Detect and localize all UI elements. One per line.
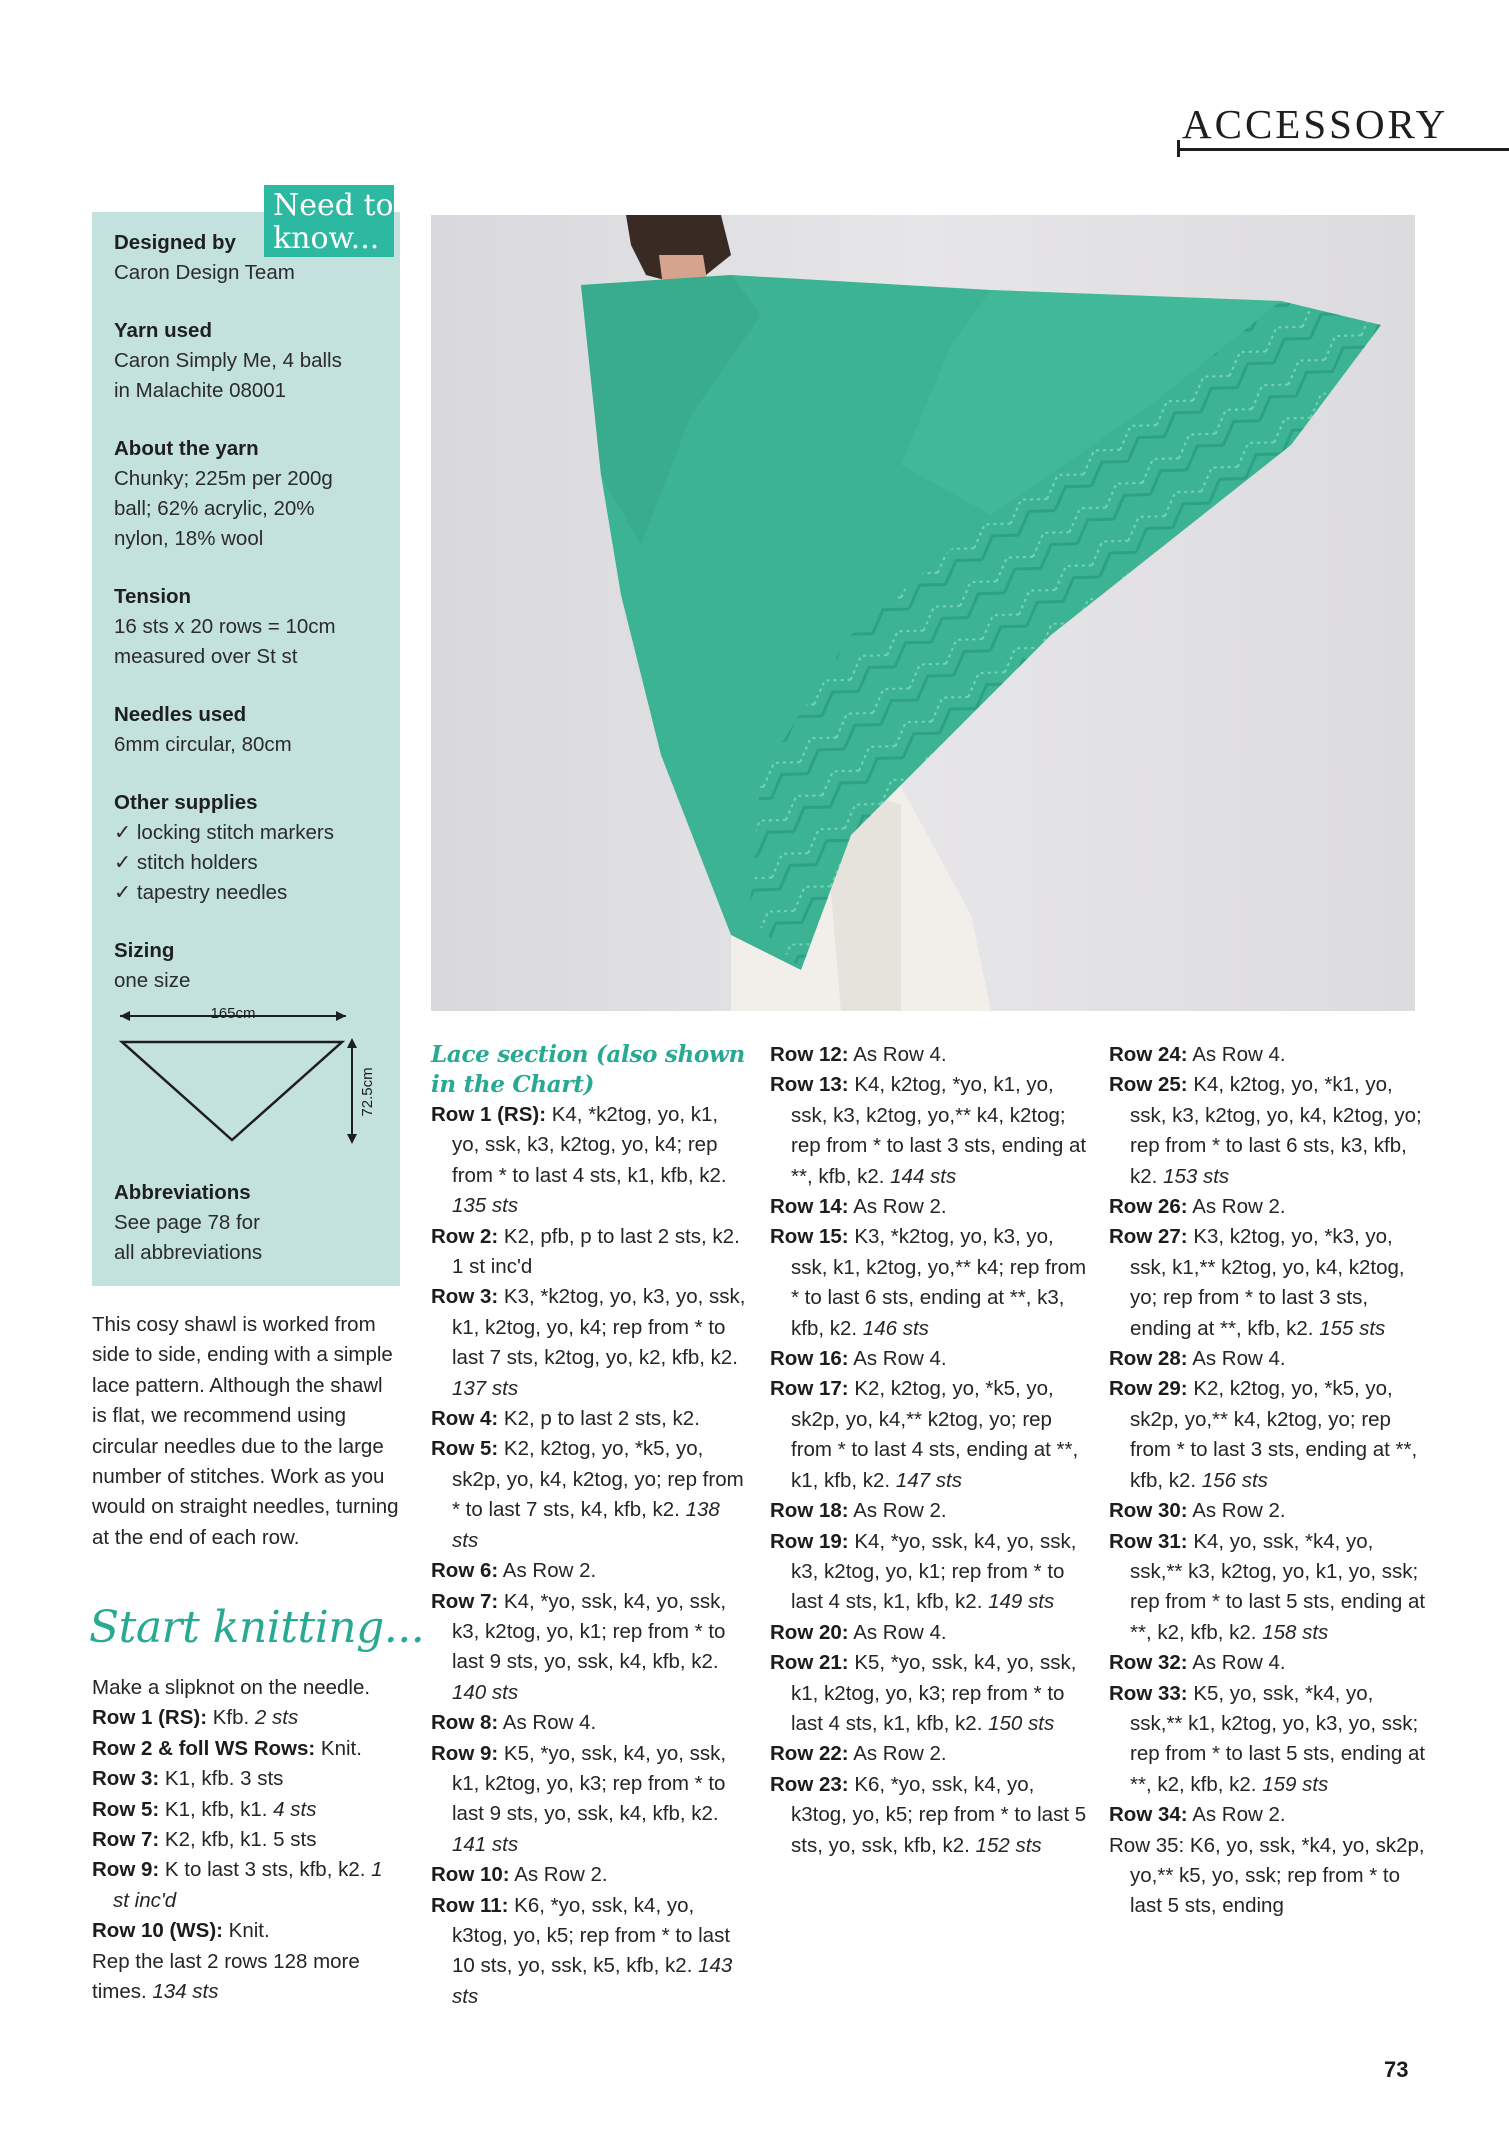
instruction-row: Row 26: As Row 2. — [1109, 1195, 1286, 1219]
checklist-item: ✓ locking stitch markers — [114, 821, 334, 844]
arrowhead-left-icon — [120, 1011, 130, 1021]
instruction-row: Row 13: K4, k2tog, *yo, k1, yo, ssk, k3, k2tog, yo,** k4, k2tog; rep from * to last 3 sts, ending at **, kfb, k2. 144 sts — [770, 1073, 1087, 1188]
about-yarn-block — [114, 434, 384, 554]
info-label: About the yarn — [114, 437, 259, 460]
info-label: Other supplies — [114, 791, 258, 814]
info-line: Caron Design Team — [114, 261, 295, 284]
start-rows-column — [92, 1673, 400, 2007]
info-line: all abbreviations — [114, 1241, 263, 1264]
info-line: one size — [114, 969, 191, 992]
badge-line-2: know... — [273, 221, 380, 256]
info-label: Yarn used — [114, 319, 212, 342]
instruction-row: Row 1 (RS): K4, *k2tog, yo, k1, yo, ssk, k3, k2tog, yo, k4; rep from * to last 4 sts, k1, kfb, k2. 135 sts — [431, 1103, 727, 1218]
instruction-row: Row 8: As Row 4. — [431, 1711, 597, 1735]
instruction-row: Row 9: K5, *yo, ssk, k4, yo, ssk, k1, k2tog, yo, k3; rep from * to last 9 sts, yo, ssk, k4, kfb, k2. 141 sts — [431, 1741, 727, 1856]
instruction-row: Row 24: As Row 4. — [1109, 1043, 1286, 1066]
lace-section-heading — [431, 1040, 751, 1100]
instruction-row: Row 15: K3, *k2tog, yo, k3, yo, ssk, k1, k2tog, yo,** k4; rep from * to last 6 sts, ending at **, k3, kfb, k2. 146 sts — [770, 1225, 1087, 1340]
instruction-row: Row 12: As Row 4. — [770, 1043, 947, 1066]
instruction-row: Row 14: As Row 2. — [770, 1195, 947, 1219]
info-line: 6mm circular, 80cm — [114, 733, 292, 756]
instruction-row: Row 3: K1, kfb. 3 sts — [92, 1767, 284, 1791]
info-line: measured over St st — [114, 645, 298, 668]
info-line: Caron Simply Me, 4 balls — [114, 349, 342, 372]
instruction-row: Row 5: K1, kfb, k1. 4 sts — [92, 1797, 317, 1821]
instruction-row: Row 17: K2, k2tog, yo, *k5, yo, sk2p, yo, k4,** k2tog, yo; rep from * to last 4 sts, ending at **, k1, kfb, k2. 147 sts — [770, 1377, 1079, 1492]
width-label: 165cm — [210, 1005, 256, 1022]
instruction-row: Row 9: K to last 3 sts, kfb, k2. 1 st inc'd — [92, 1858, 383, 1912]
sizing-block — [114, 936, 384, 996]
start-knitting-heading: Start knitting... — [89, 1602, 425, 1653]
info-line: Chunky; 225m per 200g — [114, 467, 333, 490]
info-label: Tension — [114, 585, 192, 608]
other-supplies-block — [114, 788, 384, 908]
info-line: See page 78 for — [114, 1211, 260, 1234]
info-line: ball; 62% acrylic, 20% — [114, 497, 315, 520]
header-rule-tick — [1177, 140, 1180, 157]
instruction-row: Row 20: As Row 4. — [770, 1620, 947, 1644]
shawl-size-diagram — [110, 1000, 390, 1160]
info-label: Abbreviations — [114, 1181, 251, 1204]
instruction-row: Row 5: K2, k2tog, yo, *k5, yo, sk2p, yo, k4, k2tog, yo; rep from * to last 7 sts, k4, kfb, k2. 138 sts — [431, 1437, 744, 1552]
abbreviations-block — [114, 1178, 384, 1268]
instruction-row: Row 4: K2, p to last 2 sts, k2. — [431, 1407, 700, 1431]
instruction-row: Row 16: As Row 4. — [770, 1347, 947, 1371]
instruction-row: Row 10: As Row 2. — [431, 1863, 608, 1887]
height-label: 72.5cm — [359, 1067, 376, 1117]
info-label: Needles used — [114, 703, 247, 726]
instruction-row: Row 28: As Row 4. — [1109, 1347, 1286, 1371]
arrowhead-down-icon — [347, 1134, 357, 1144]
instruction-row: Row 18: As Row 2. — [770, 1499, 947, 1523]
section-label: ACCESSORY — [1182, 101, 1449, 147]
instruction-row: Row 3: K3, *k2tog, yo, k3, yo, ssk, k1, k2tog, yo, k4; rep from * to last 7 sts, k2tog, yo, k2, kfb, k2. 137 sts — [431, 1285, 746, 1400]
lace-heading-line-1: Lace section (also shown — [431, 1041, 745, 1068]
checklist-item: ✓ stitch holders — [114, 851, 258, 874]
instruction-row: Rep the last 2 rows 128 more times. 134 sts — [92, 1949, 360, 2004]
arrowhead-up-icon — [347, 1038, 357, 1048]
instruction-row: Row 1 (RS): Kfb. 2 sts — [92, 1706, 299, 1730]
lace-column-2 — [770, 1040, 1090, 1861]
instruction-row: Row 27: K3, k2tog, yo, *k3, yo, ssk, k1,** k2tog, yo, k4, k2tog, yo; rep from * to last 3 sts, ending at **, kfb, k2. 155 sts — [1109, 1225, 1405, 1340]
instruction-row: Row 7: K2, kfb, k1. 5 sts — [92, 1828, 317, 1852]
arrowhead-right-icon — [336, 1011, 346, 1021]
page-number: 73 — [1384, 2057, 1409, 2082]
lace-column-3 — [1109, 1040, 1429, 1922]
instruction-row: Row 19: K4, *yo, ssk, k4, yo, ssk, k3, k2tog, yo, k1; rep from * to last 4 sts, k1, kfb, k2. 149 sts — [770, 1529, 1077, 1614]
instruction-row: Row 34: As Row 2. — [1109, 1803, 1286, 1827]
info-label: Designed by — [114, 231, 236, 254]
designed-by-block — [114, 228, 384, 288]
instruction-row: Row 35: K6, yo, ssk, *k4, yo, sk2p, yo,** k5, yo, ssk; rep from * to last 5 sts, ending — [1109, 1833, 1425, 1918]
instruction-row: Row 2 & foll WS Rows: Knit. — [92, 1736, 362, 1760]
instruction-row: Row 32: As Row 4. — [1109, 1651, 1286, 1675]
info-line: 16 sts x 20 rows = 10cm — [114, 615, 336, 638]
instruction-row: Make a slipknot on the needle. — [92, 1676, 371, 1699]
instruction-row: Row 23: K6, *yo, ssk, k4, yo, k3tog, yo, k5; rep from * to last 5 sts, yo, ssk, kfb, k2. 152 sts — [770, 1772, 1087, 1857]
header-rule — [1178, 148, 1509, 151]
lace-column-1 — [431, 1040, 751, 2012]
tension-block — [114, 582, 384, 672]
instruction-row: Row 25: K4, k2tog, yo, *k1, yo, ssk, k3, k2tog, yo, k4, k2tog, yo; rep from * to last 6 sts, k3, kfb, k2. 153 sts — [1109, 1073, 1422, 1188]
instruction-row: Row 10 (WS): Knit. — [92, 1919, 270, 1943]
lace-heading-line-2: in the Chart) — [431, 1071, 595, 1098]
instruction-row: Row 33: K5, yo, ssk, *k4, yo, ssk,** k1, k2tog, yo, k3, yo, ssk; rep from * to last 5 sts, ending at **, k2, kfb, k2. 159 sts — [1109, 1681, 1426, 1796]
instruction-row: Row 7: K4, *yo, ssk, k4, yo, ssk, k3, k2tog, yo, k1; rep from * to last 9 sts, yo, ssk, k4, kfb, k2. 140 sts — [431, 1589, 727, 1704]
instruction-row: Row 21: K5, *yo, ssk, k4, yo, ssk, k1, k2tog, yo, k3; rep from * to last 4 sts, k1, kfb, k2. 150 sts — [770, 1651, 1077, 1735]
instruction-row: Row 31: K4, yo, ssk, *k4, yo, ssk,** k3, k2tog, yo, k1, yo, ssk; rep from * to last 5 sts, ending at **, k2, kfb, k2. 158 sts — [1109, 1529, 1426, 1644]
info-line: nylon, 18% wool — [114, 527, 264, 550]
needles-block — [114, 700, 384, 760]
shawl-triangle-outline — [122, 1042, 342, 1140]
instruction-row: Row 22: As Row 2. — [770, 1742, 947, 1766]
intro-column — [92, 1310, 400, 1553]
instruction-row: Row 6: As Row 2. — [431, 1559, 597, 1583]
intro-paragraph: This cosy shawl is worked from side to side, ending with a simple lace pattern. Although the shawl is flat, we recommend using circular needles due to the large number of stitches. Work as you would on straight needles, turning at the end of each row. — [92, 1313, 399, 1549]
instruction-row: Row 29: K2, k2tog, yo, *k5, yo, sk2p, yo,** k4, k2tog, yo; rep from * to last 3 sts, ending at **, kfb, k2. 156 sts — [1109, 1377, 1418, 1492]
instruction-row: Row 30: As Row 2. — [1109, 1499, 1286, 1523]
checklist-item: ✓ tapestry needles — [114, 881, 288, 904]
yarn-used-block — [114, 316, 384, 406]
instruction-row: Row 11: K6, *yo, ssk, k4, yo, k3tog, yo, k5; rep from * to last 10 sts, yo, ssk, k5, kfb, k2. 143 sts — [431, 1893, 733, 2008]
instruction-row: Row 2: K2, pfb, p to last 2 sts, k2. 1 st inc'd — [431, 1224, 740, 1279]
shawl-photo — [431, 215, 1415, 1011]
info-label: Sizing — [114, 939, 175, 962]
badge-line-1: Need to — [273, 188, 394, 223]
info-line: in Malachite 08001 — [114, 379, 287, 402]
